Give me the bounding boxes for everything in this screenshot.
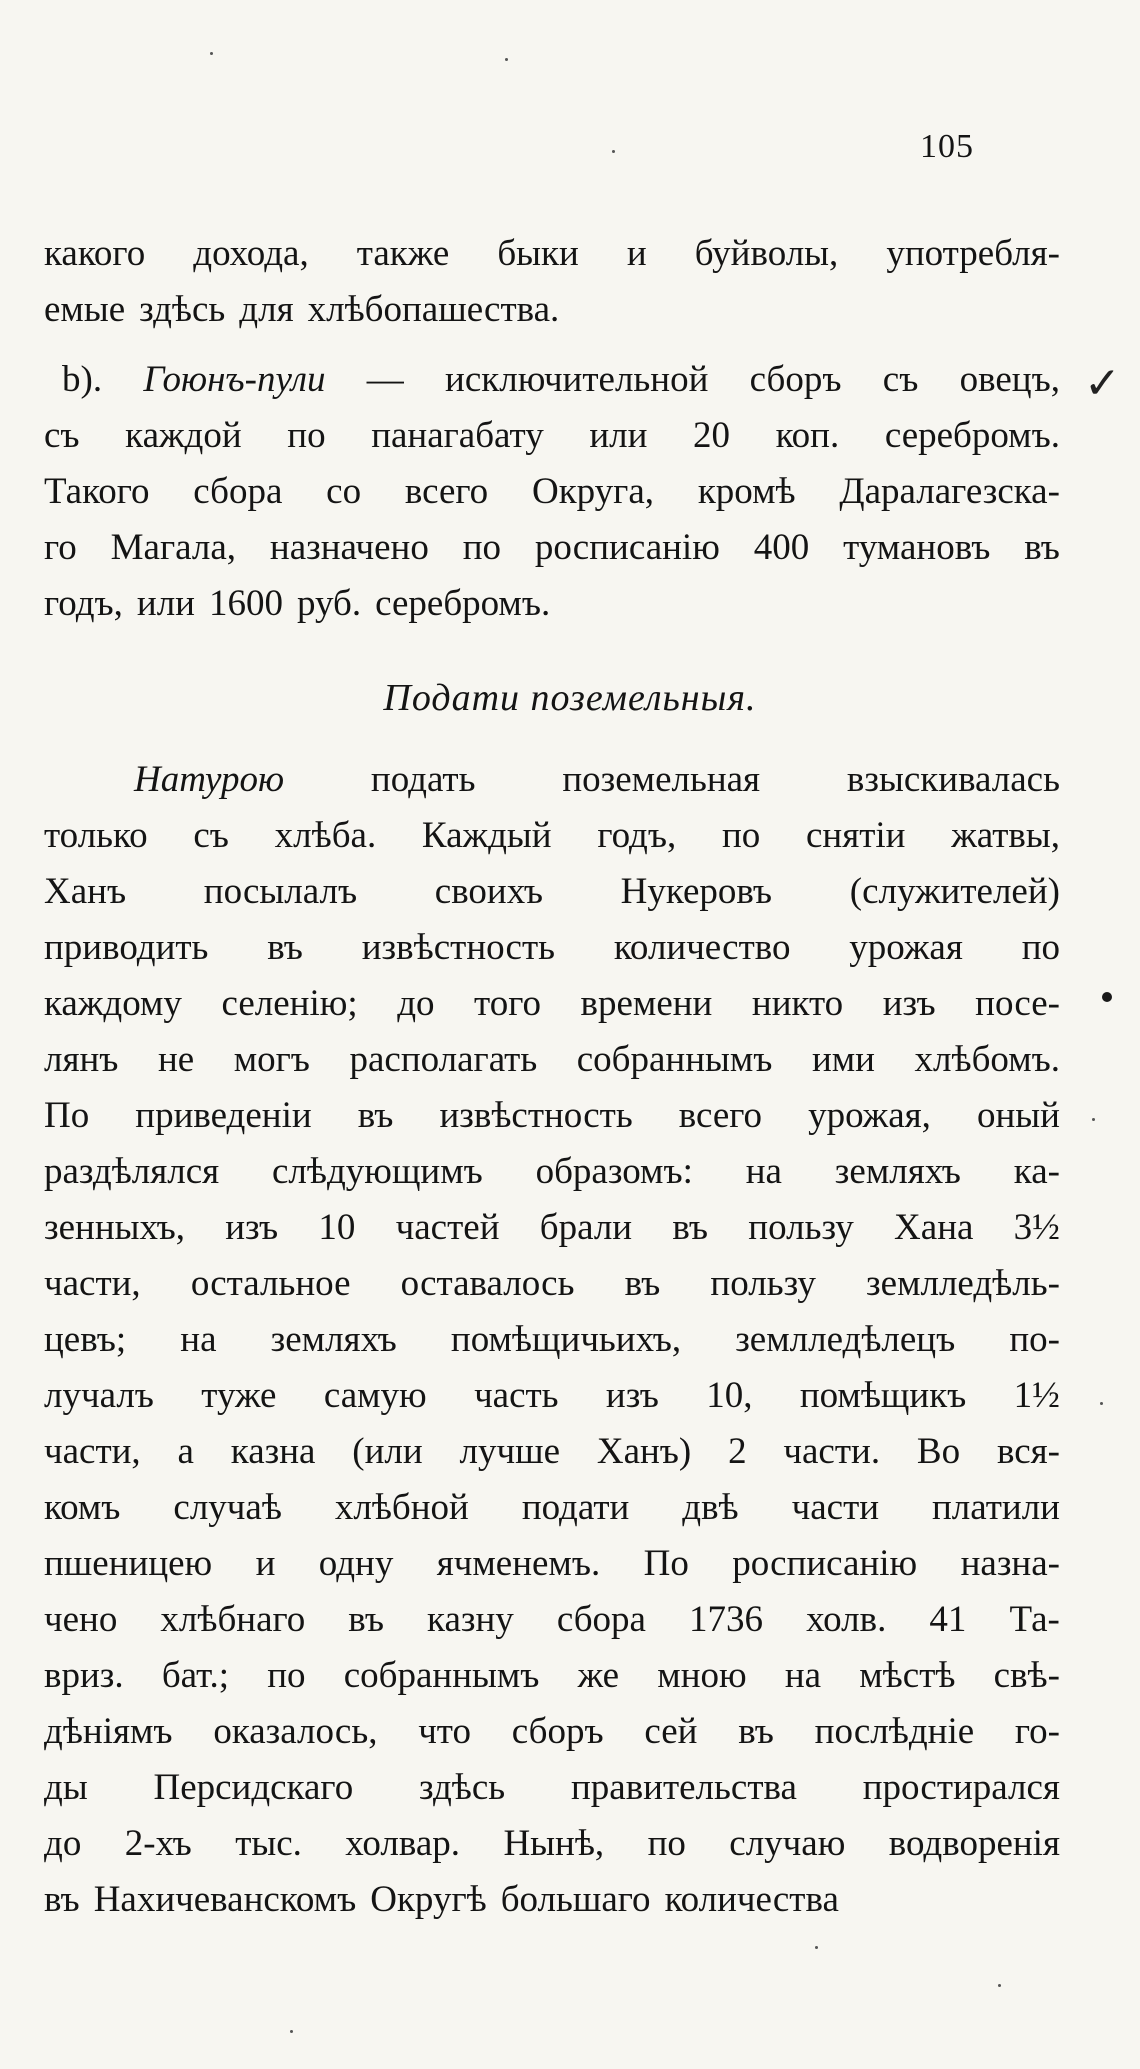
- word: никто: [751, 983, 844, 1024]
- word: 3½: [1013, 1207, 1060, 1248]
- word: въ: [348, 1599, 384, 1640]
- word: Ханъ): [596, 1431, 692, 1472]
- word: Округа,: [531, 471, 655, 512]
- word: большаго: [500, 1879, 651, 1920]
- word: собраннымъ: [343, 1655, 540, 1696]
- word: 10: [318, 1207, 356, 1248]
- word: по: [462, 527, 502, 568]
- word: изъ: [882, 983, 936, 1024]
- word: случаю: [729, 1823, 846, 1864]
- word: комъ: [44, 1487, 121, 1528]
- word: каждому: [44, 983, 182, 1024]
- word: пользу: [710, 1263, 816, 1304]
- word: Магала,: [110, 527, 237, 568]
- word: собраннымъ: [576, 1039, 773, 1080]
- word: лучалъ: [44, 1375, 154, 1416]
- text-line: [44, 1200, 1060, 1256]
- word: по: [1021, 927, 1060, 968]
- word: до: [44, 1823, 82, 1864]
- word: казну: [427, 1599, 514, 1640]
- word: частей: [395, 1207, 500, 1248]
- text-line: [44, 1536, 1060, 1592]
- word: съ: [882, 359, 919, 400]
- word: подать: [370, 759, 476, 800]
- word: По: [44, 1095, 90, 1136]
- word: 2-хъ: [124, 1823, 192, 1864]
- word: назначено: [269, 527, 429, 568]
- word: землледѣль-: [866, 1263, 1060, 1304]
- paper-fleck: [505, 58, 508, 61]
- word: извѣстность: [361, 927, 556, 968]
- word: панагабату: [371, 415, 544, 456]
- word: Нукеровъ: [620, 871, 773, 912]
- word: лучше: [459, 1431, 561, 1472]
- word: сборъ: [511, 1711, 604, 1752]
- word: на: [784, 1655, 822, 1696]
- word: образомъ:: [535, 1151, 693, 1192]
- word: 1736: [689, 1599, 764, 1640]
- word: изъ: [605, 1375, 659, 1416]
- word: росписанію: [732, 1543, 918, 1584]
- word: холвар.: [345, 1823, 461, 1864]
- word: располагать: [349, 1039, 538, 1080]
- word: времени: [580, 983, 713, 1024]
- word: не: [157, 1039, 195, 1080]
- word: въ: [672, 1207, 709, 1248]
- paper-fleck: [290, 2030, 293, 2033]
- word: съ: [193, 815, 229, 856]
- word: также: [356, 233, 450, 274]
- word: хлѣбной: [334, 1487, 469, 1528]
- word: въ: [738, 1711, 774, 1752]
- word: селенію;: [221, 983, 358, 1024]
- word: всего: [404, 471, 489, 512]
- text-line: [44, 920, 1060, 976]
- word: съ: [44, 415, 80, 456]
- word: туже: [201, 1375, 277, 1416]
- paper-fleck: [815, 1946, 818, 1949]
- word: поземельная: [562, 759, 761, 800]
- word: случаѣ: [173, 1487, 282, 1528]
- word: до: [397, 983, 435, 1024]
- word: сбора: [193, 471, 283, 512]
- text-line: [44, 1144, 1060, 1200]
- word: (или: [352, 1431, 423, 1472]
- word: чено: [44, 1599, 118, 1640]
- word: по: [647, 1823, 686, 1864]
- word: сборъ: [749, 359, 842, 400]
- word: 1½: [1013, 1375, 1060, 1416]
- word: земляхъ: [834, 1151, 961, 1192]
- word: и: [626, 233, 647, 274]
- word: помѣщикъ: [799, 1375, 967, 1416]
- word: годъ,: [597, 815, 677, 856]
- word: что: [418, 1711, 471, 1752]
- paper-fleck: [210, 52, 213, 55]
- text-line: [44, 520, 1060, 576]
- word: водворенія: [888, 1823, 1060, 1864]
- word: взыскивалась: [846, 759, 1060, 800]
- word: го-: [1014, 1711, 1060, 1752]
- word: ка-: [1013, 1151, 1060, 1192]
- word: посе-: [975, 983, 1060, 1024]
- word: на: [745, 1151, 782, 1192]
- word: урожая,: [808, 1095, 931, 1136]
- word: лянъ: [44, 1039, 119, 1080]
- word: приведеніи: [135, 1095, 312, 1136]
- word: серебромъ.: [375, 583, 551, 624]
- word: простирался: [862, 1767, 1060, 1808]
- word: своихъ: [434, 871, 543, 912]
- word: 400: [753, 527, 810, 568]
- paragraph-land-taxes: [44, 752, 1060, 1928]
- paragraph-continuation: [44, 226, 1060, 338]
- word: сей: [644, 1711, 698, 1752]
- word: въ: [624, 1263, 661, 1304]
- word: коп.: [775, 415, 840, 456]
- margin-check-mark: ✓: [1084, 358, 1121, 409]
- word: самую: [323, 1375, 427, 1416]
- word: посылалъ: [203, 871, 358, 912]
- word: или: [136, 583, 195, 624]
- word: слѣдующимъ: [272, 1151, 483, 1192]
- word: части,: [44, 1263, 141, 1304]
- word: одну: [318, 1543, 394, 1584]
- word: ды: [44, 1767, 88, 1808]
- word: оказалось,: [213, 1711, 378, 1752]
- text-line: [44, 1256, 1060, 1312]
- word: количество: [613, 927, 791, 968]
- word: или: [589, 415, 648, 456]
- text-line: [44, 752, 1060, 808]
- word: въ: [267, 927, 303, 968]
- word: со: [326, 471, 362, 512]
- word: хлѣбнаго: [160, 1599, 306, 1640]
- text-line: [44, 1480, 1060, 1536]
- text-line: [44, 1704, 1060, 1760]
- word: серебромъ.: [884, 415, 1060, 456]
- word: Натурою: [134, 759, 285, 800]
- word: цевъ;: [44, 1319, 127, 1360]
- text-line: [44, 976, 1060, 1032]
- text-line: [44, 1648, 1060, 1704]
- text-line: [44, 1592, 1060, 1648]
- word: свѣ-: [993, 1655, 1060, 1696]
- text-line: [44, 226, 1060, 282]
- word: хлѣбомъ.: [914, 1039, 1060, 1080]
- word: исключительной: [445, 359, 709, 400]
- word: зенныхъ,: [44, 1207, 185, 1248]
- word: Гоюнъ-пули: [143, 359, 326, 400]
- section-heading: Подати поземельныя.: [383, 677, 757, 719]
- word: въ: [44, 1879, 80, 1920]
- word: по-: [1009, 1319, 1060, 1360]
- text-line: [44, 808, 1060, 864]
- word: ими: [811, 1039, 875, 1080]
- word: въ: [357, 1095, 394, 1136]
- word: правительства: [570, 1767, 797, 1808]
- text-line: [44, 1088, 1060, 1144]
- word: часть: [474, 1375, 559, 1416]
- word: казна: [230, 1431, 316, 1472]
- text-line: [44, 1872, 1060, 1928]
- text-line: [44, 1760, 1060, 1816]
- word: части: [791, 1487, 880, 1528]
- word: оный: [976, 1095, 1060, 1136]
- word: послѣдніе: [814, 1711, 975, 1752]
- word: 10,: [706, 1375, 753, 1416]
- text-line: [44, 864, 1060, 920]
- word: дохода,: [193, 233, 309, 274]
- word: мѣстѣ: [859, 1655, 956, 1696]
- word: росписанію: [534, 527, 720, 568]
- text-line: [44, 464, 1060, 520]
- word: кромѣ: [697, 471, 796, 512]
- text-line: [44, 1032, 1060, 1088]
- word: Персидскаго: [153, 1767, 354, 1808]
- word: емые: [44, 289, 126, 330]
- paragraph-goyun-puli: [44, 352, 1060, 632]
- word: назна-: [960, 1543, 1060, 1584]
- word: какого: [44, 233, 146, 274]
- word: урожая: [849, 927, 963, 968]
- page-number: 105: [920, 128, 974, 165]
- word: дѣніямъ: [44, 1711, 173, 1752]
- word: По: [643, 1543, 689, 1584]
- word: части.: [783, 1431, 881, 1472]
- word: а: [177, 1431, 194, 1472]
- word: двѣ: [682, 1487, 739, 1528]
- text-line: [44, 408, 1060, 464]
- word: хлѣбопашества.: [307, 289, 560, 330]
- word: мною: [657, 1655, 747, 1696]
- word: здѣсь: [419, 1767, 506, 1808]
- word: землледѣлецъ: [735, 1319, 956, 1360]
- word: въ: [1024, 527, 1060, 568]
- word: и: [255, 1543, 276, 1584]
- word: части,: [44, 1431, 141, 1472]
- word: здѣсь: [139, 289, 226, 330]
- margin-dot-mark: [1102, 992, 1112, 1002]
- word: 1600: [208, 583, 283, 624]
- word: вриз.: [44, 1655, 124, 1696]
- word: Такого: [44, 471, 150, 512]
- word: извѣстность: [439, 1095, 633, 1136]
- word: быки: [497, 233, 579, 274]
- word: по: [721, 815, 761, 856]
- word: пользу: [748, 1207, 854, 1248]
- word: платили: [932, 1487, 1060, 1528]
- word: Округѣ: [370, 1879, 487, 1920]
- word: го: [44, 527, 77, 568]
- word: снятіи: [805, 815, 906, 856]
- word: подати: [521, 1487, 630, 1528]
- text-line: [44, 1816, 1060, 1872]
- word: приводить: [44, 927, 209, 968]
- word: буйволы,: [694, 233, 839, 274]
- paper-fleck: [1092, 1118, 1095, 1121]
- word: годъ,: [44, 583, 123, 624]
- word: 41: [929, 1599, 967, 1640]
- word: b).: [62, 359, 103, 400]
- word: того: [474, 983, 541, 1024]
- word: ячменемъ.: [436, 1543, 601, 1584]
- word: тыс.: [235, 1823, 302, 1864]
- text-line: [44, 352, 1060, 408]
- word: сбора: [556, 1599, 646, 1640]
- paper-fleck: [612, 150, 615, 153]
- word: Во: [916, 1431, 961, 1472]
- word: тумановъ: [843, 527, 991, 568]
- word: земляхъ: [270, 1319, 397, 1360]
- text-line: [44, 576, 1060, 632]
- word: Ханъ: [44, 871, 127, 912]
- text-line: [44, 1368, 1060, 1424]
- word: остальное: [190, 1263, 351, 1304]
- word: овецъ,: [959, 359, 1060, 400]
- word: Нахичеванскомъ: [93, 1879, 357, 1920]
- word: на: [180, 1319, 217, 1360]
- word: по: [287, 415, 326, 456]
- paper-fleck: [998, 1984, 1001, 1987]
- word: только: [44, 815, 148, 856]
- word: Каждый: [421, 815, 552, 856]
- word: бат.;: [161, 1655, 230, 1696]
- word: —: [366, 359, 404, 400]
- word: жатвы,: [951, 815, 1060, 856]
- word: (служителей): [849, 871, 1060, 912]
- word: помѣщичьихъ,: [450, 1319, 682, 1360]
- text-line: [44, 282, 1060, 338]
- word: оставалось: [400, 1263, 575, 1304]
- text-line: [44, 1424, 1060, 1480]
- text-line: [44, 1312, 1060, 1368]
- word: по: [267, 1655, 306, 1696]
- word: хлѣба.: [274, 815, 377, 856]
- word: изъ: [225, 1207, 279, 1248]
- word: употребля-: [886, 233, 1060, 274]
- paper-fleck: [1100, 1402, 1103, 1405]
- word: каждой: [125, 415, 242, 456]
- word: могъ: [233, 1039, 310, 1080]
- word: Хана: [894, 1207, 974, 1248]
- word: раздѣлялся: [44, 1151, 220, 1192]
- word: для: [239, 289, 294, 330]
- word: всего: [678, 1095, 763, 1136]
- word: же: [577, 1655, 620, 1696]
- word: руб.: [296, 583, 362, 624]
- word: 2: [728, 1431, 747, 1472]
- word: брали: [539, 1207, 633, 1248]
- word: пшеницею: [44, 1543, 213, 1584]
- word: 20: [692, 415, 730, 456]
- word: вся-: [996, 1431, 1060, 1472]
- word: Та-: [1009, 1599, 1060, 1640]
- word: холв.: [806, 1599, 887, 1640]
- word: Нынѣ,: [503, 1823, 605, 1864]
- word: Даралагезска-: [839, 471, 1060, 512]
- word: количества: [664, 1879, 839, 1920]
